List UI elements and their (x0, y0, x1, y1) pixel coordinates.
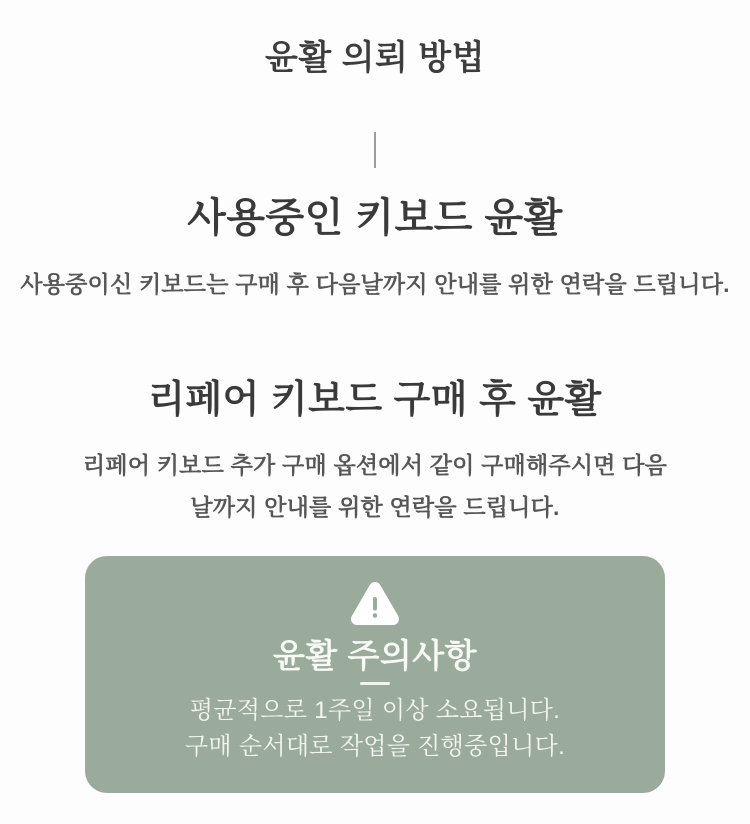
notice-line-duration: 평균적으로 1주일 이상 소요됩니다. (189, 697, 561, 724)
notice-title: 윤활 주의사항 (273, 637, 477, 674)
notice-line-order: 구매 순서대로 작업을 진행중입니다. (184, 733, 566, 760)
vertical-divider (374, 132, 376, 168)
page-title: 윤활 의뢰 방법 (265, 39, 485, 77)
notice-body (185, 693, 565, 765)
section-heading-repair-keyboard: 리페어 키보드 구매 후 윤활 (148, 379, 602, 421)
section-heading-in-use-keyboard: 사용중인 키보드 윤활 (187, 196, 563, 240)
notice-box (85, 556, 665, 793)
section-body-in-use-keyboard: 사용중이신 키보드는 구매 후 다음날까지 안내를 위한 연락을 드립니다. (20, 271, 730, 297)
warning-triangle-icon (350, 578, 400, 628)
section-body-repair-keyboard: 리페어 키보드 추가 구매 옵션에서 같이 구매해주시면 다음날까지 안내를 위한 연락을 드립니다. (82, 452, 668, 520)
notice-title-underline (360, 682, 390, 685)
